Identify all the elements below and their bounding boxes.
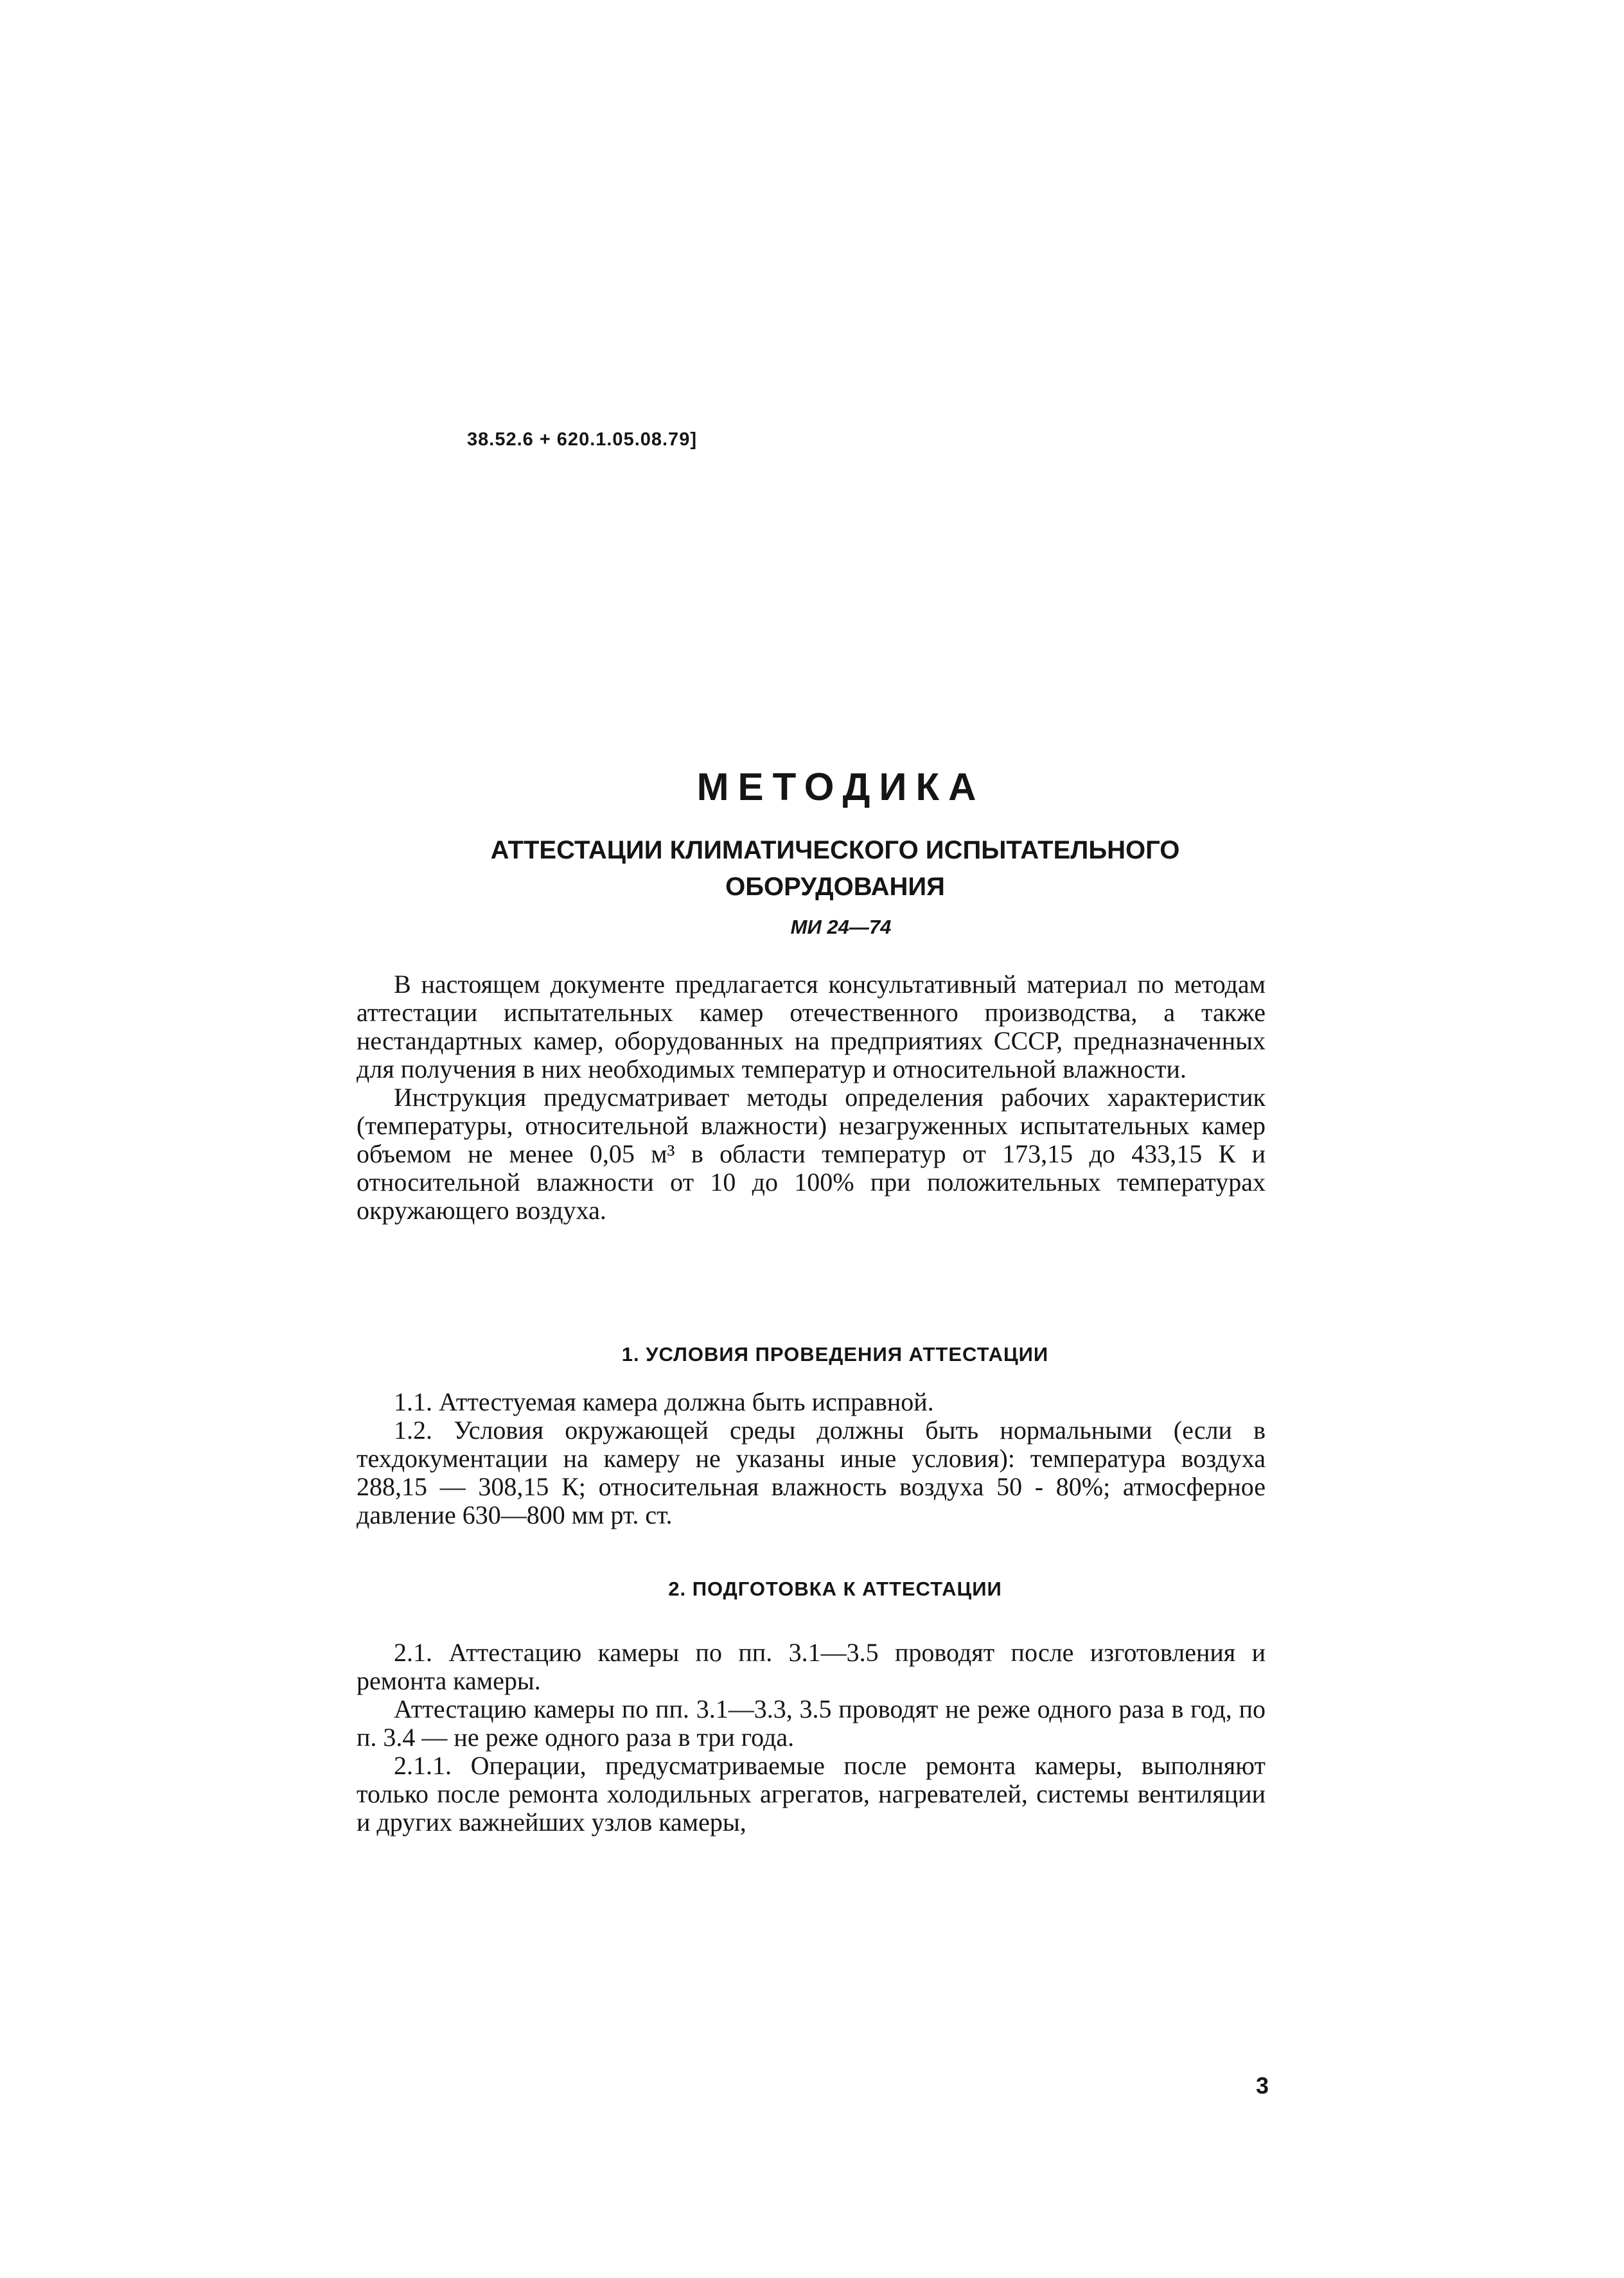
section-paragraph: 2.1.1. Операции, предусматриваемые после ремонта камеры, выполняют только после ремонта холодильных агрегатов, нагревателей, системы вентиляции и других важнейших узлов камеры, <box>357 1751 1266 1837</box>
intro-text <box>357 970 1266 1225</box>
section-paragraph: 2.1. Аттестацию камеры по пп. 3.1—3.5 проводят после изготовления и ремонта камеры. <box>357 1638 1266 1695</box>
intro-paragraph: В настоящем документе предлагается консультативный материал по методам аттестации испытательных камер отечественного производства, а также нестандартных камер, оборудованных на предприятиях СССР, предназначенных для получения в них необходимых температур и относительной влажности. <box>357 970 1266 1083</box>
udc-code: 38.52.6 + 620.1.05.08.79] <box>467 429 697 450</box>
section-heading-conditions: 1. УСЛОВИЯ ПРОВЕДЕНИЯ АТТЕСТАЦИИ <box>621 1343 1049 1366</box>
document-title: МЕТОДИКА <box>696 765 985 808</box>
document-subtitle <box>385 832 1285 905</box>
subtitle-line-1: АТТЕСТАЦИИ КЛИМАТИЧЕСКОГО ИСПЫТАТЕЛЬНОГО <box>490 836 1180 864</box>
document-code: МИ 24—74 <box>790 916 892 938</box>
section-body-preparation <box>357 1639 1266 1837</box>
section-heading-preparation: 2. ПОДГОТОВКА К АТТЕСТАЦИИ <box>668 1578 1002 1600</box>
page-number: 3 <box>1256 2072 1269 2099</box>
section-paragraph: 1.2. Условия окружающей среды должны быть нормальными (если в техдокументации на камеру не указаны иные условия): температура воздуха 288,15 — 308,15 К; относительная влажность воздуха 50 - 80%; атмосферное давление 630—800 мм рт. ст. <box>357 1416 1266 1529</box>
section-paragraph: 1.1. Аттестуемая камера должна быть исправной. <box>394 1387 934 1416</box>
section-body-conditions <box>357 1388 1266 1529</box>
section-paragraph: Аттестацию камеры по пп. 3.1—3.3, 3.5 проводят не реже одного раза в год, по п. 3.4 — не реже одного раза в три года. <box>357 1695 1266 1752</box>
subtitle-line-2: ОБОРУДОВАНИЯ <box>725 873 945 901</box>
intro-paragraph: Инструкция предусматривает методы определения рабочих характеристик (температуры, относительной влажности) незагруженных испытательных камер объемом не менее 0,05 м³ в области температур от 173,15 до 433,15 К и относительной влажности от 10 до 100% при положительных температурах окружающего воздуха. <box>357 1083 1266 1225</box>
